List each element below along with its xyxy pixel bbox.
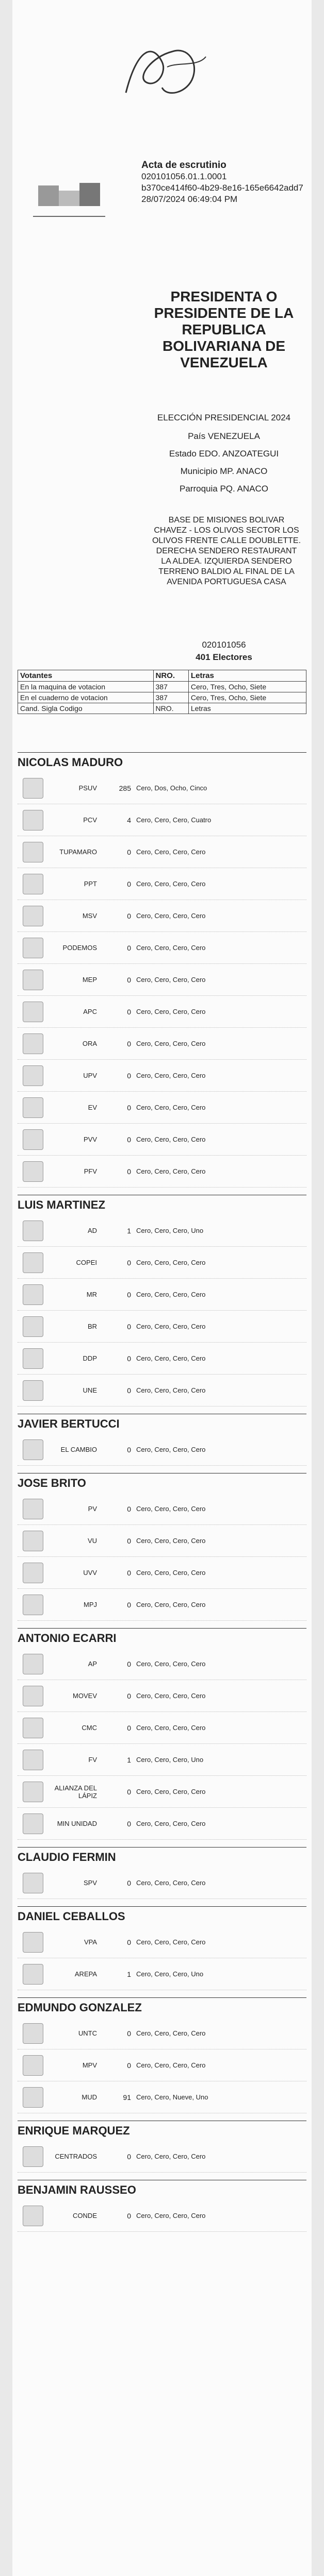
party-votes: 0	[127, 911, 131, 920]
party-votes: 0	[127, 1103, 131, 1112]
party-votes: 0	[127, 1938, 131, 1946]
party-votes: 0	[127, 1691, 131, 1700]
party-logo-icon	[23, 1065, 43, 1086]
party-row	[18, 2049, 306, 2081]
page-title: PRESIDENTA O PRESIDENTE DE LA REPUBLICA BOLIVARIANA DE VENEZUELA	[154, 289, 294, 370]
party-logo-icon	[23, 1033, 43, 1054]
acta-datetime: 28/07/2024 06:49:04 PM	[141, 194, 238, 204]
party-letras: Cero, Cero, Cero, Cero	[136, 1601, 206, 1608]
party-sigla: MR	[86, 1291, 97, 1298]
party-sigla: ALIANZA DEL LÁPIZ	[54, 1784, 97, 1800]
party-sigla: FV	[88, 1756, 97, 1764]
party-letras: Cero, Cero, Cero, Cero	[136, 1259, 206, 1266]
party-votes: 4	[127, 816, 131, 824]
party-letras: Cero, Cero, Cero, Uno	[136, 1756, 204, 1764]
party-letras: Cero, Dos, Ocho, Cinco	[136, 784, 207, 792]
party-sigla: UPV	[83, 1072, 97, 1079]
location-block	[141, 428, 306, 498]
party-votes: 1	[127, 1970, 131, 1978]
party-sigla: PSUV	[78, 784, 97, 792]
party-votes: 0	[127, 1290, 131, 1299]
party-votes: 0	[127, 1354, 131, 1363]
party-letras: Cero, Cero, Cero, Cero	[136, 1537, 206, 1545]
party-logo-icon	[23, 906, 43, 926]
party-letras: Cero, Cero, Cero, Cero	[136, 1879, 206, 1887]
municipality: Municipio MP. ANACO	[180, 466, 268, 476]
party-row	[18, 1279, 306, 1311]
party-logo-icon	[23, 1161, 43, 1182]
party-logo-icon	[23, 1782, 43, 1802]
party-row	[18, 1648, 306, 1680]
party-row	[18, 1092, 306, 1124]
party-votes: 0	[127, 1071, 131, 1080]
party-votes: 0	[127, 1386, 131, 1395]
summary-row-nro: 387	[153, 682, 188, 692]
acta-number: 020101056.01.1.0001	[141, 172, 227, 181]
party-logo-icon	[23, 1932, 43, 1953]
party-letras: Cero, Cero, Cero, Cero	[136, 1788, 206, 1795]
party-votes: 0	[127, 975, 131, 984]
party-sigla: TUPAMARO	[59, 848, 97, 856]
party-logo-icon	[23, 842, 43, 862]
party-votes: 0	[127, 2029, 131, 2038]
party-votes: 0	[127, 1007, 131, 1016]
party-letras: Cero, Cero, Cero, Cero	[136, 880, 206, 888]
party-logo-icon	[23, 778, 43, 799]
party-row	[18, 1124, 306, 1156]
party-logo-icon	[23, 2087, 43, 2108]
party-letras: Cero, Cero, Cero, Cero	[136, 1386, 206, 1394]
party-votes: 0	[127, 1600, 131, 1609]
parish: Parroquia PQ. ANACO	[180, 484, 268, 494]
party-logo-icon	[23, 1097, 43, 1118]
party-votes: 0	[127, 1536, 131, 1545]
party-logo-icon	[23, 810, 43, 831]
electors-count: 401 Electores	[196, 652, 252, 662]
party-row	[18, 1680, 306, 1712]
party-row	[18, 2200, 306, 2232]
party-sigla: BR	[87, 1323, 97, 1330]
party-logo-icon	[23, 938, 43, 958]
party-row	[18, 1867, 306, 1899]
party-votes: 1	[127, 1755, 131, 1764]
top-signature-image	[116, 31, 214, 113]
party-row	[18, 2141, 306, 2173]
party-sigla: PV	[88, 1505, 97, 1513]
party-row	[18, 1343, 306, 1375]
candidate-name: JOSE BRITO	[18, 1473, 306, 1490]
party-row	[18, 772, 306, 804]
candidate-block	[18, 2180, 306, 2232]
party-votes: 0	[127, 1787, 131, 1796]
party-sigla: SPV	[83, 1879, 97, 1887]
party-logo-icon	[23, 1221, 43, 1241]
party-sigla: MSV	[82, 912, 97, 920]
party-letras: Cero, Cero, Cero, Cero	[136, 848, 206, 856]
state: Estado EDO. ANZOATEGUI	[169, 449, 279, 459]
party-letras: Cero, Cero, Cero, Cero	[136, 1008, 206, 1015]
party-logo-icon	[23, 1964, 43, 1985]
party-row	[18, 900, 306, 932]
party-row	[18, 1156, 306, 1188]
party-votes: 0	[127, 848, 131, 856]
party-logo-icon	[23, 1686, 43, 1706]
party-row	[18, 1589, 306, 1621]
party-sigla: VU	[87, 1537, 97, 1545]
party-votes: 0	[127, 1659, 131, 1668]
party-logo-icon	[23, 1531, 43, 1551]
party-logo-icon	[23, 2055, 43, 2076]
party-logo-icon	[23, 2023, 43, 2044]
party-letras: Cero, Cero, Cero, Cero	[136, 1446, 206, 1453]
party-row	[18, 1712, 306, 1744]
party-votes: 0	[127, 2152, 131, 2161]
party-logo-icon	[23, 1750, 43, 1770]
party-sigla: MPJ	[84, 1601, 97, 1608]
candidate-name: JAVIER BERTUCCI	[18, 1414, 306, 1431]
party-votes: 0	[127, 2211, 131, 2220]
party-sigla: COPEI	[76, 1259, 97, 1266]
party-votes: 0	[127, 1322, 131, 1331]
party-logo-icon	[23, 1563, 43, 1583]
candidates-list	[18, 752, 306, 2239]
party-sigla: MPV	[82, 2061, 97, 2069]
summary-header-nro: NRO.	[153, 670, 188, 682]
party-letras: Cero, Cero, Cero, Uno	[136, 1227, 204, 1234]
party-letras: Cero, Cero, Cero, Cero	[136, 1167, 206, 1175]
party-row	[18, 1776, 306, 1808]
candidate-block	[18, 1847, 306, 1899]
party-logo-icon	[23, 1873, 43, 1893]
acta-label: Acta de escrutinio	[141, 160, 226, 171]
summary-row-label: En la maquina de votacion	[18, 682, 154, 692]
party-logo-icon	[23, 970, 43, 990]
party-letras: Cero, Cero, Cero, Cero	[136, 1505, 206, 1513]
party-letras: Cero, Cero, Cero, Cero	[136, 1136, 206, 1143]
party-letras: Cero, Cero, Cero, Cero	[136, 2061, 206, 2069]
party-letras: Cero, Cero, Cero, Cero	[136, 1724, 206, 1732]
candidate-name: ANTONIO ECARRI	[18, 1628, 306, 1645]
party-votes: 0	[127, 1445, 131, 1454]
party-votes: 0	[127, 879, 131, 888]
party-votes: 285	[119, 784, 131, 792]
party-logo-icon	[23, 1499, 43, 1519]
party-logo-icon	[23, 874, 43, 894]
sub-sigla: Sigla	[41, 704, 58, 713]
party-letras: Cero, Cero, Cero, Cero	[136, 1072, 206, 1079]
summary-row-letras: Cero, Tres, Ocho, Siete	[188, 682, 306, 692]
party-sigla: CENTRADOS	[55, 2153, 97, 2160]
candidate-block	[18, 1997, 306, 2113]
party-votes: 0	[127, 1568, 131, 1577]
center-code: 020101056	[202, 640, 246, 650]
party-row	[18, 1926, 306, 1958]
party-logo-icon	[23, 1814, 43, 1834]
party-logo-icon	[23, 1380, 43, 1401]
party-sigla: UNE	[83, 1386, 97, 1394]
party-logo-icon	[23, 1654, 43, 1674]
party-sigla: CMC	[82, 1724, 97, 1732]
election-name: ELECCIÓN PRESIDENCIAL 2024	[157, 413, 291, 422]
party-letras: Cero, Cero, Cero, Cero	[136, 2212, 206, 2219]
party-row	[18, 804, 306, 836]
party-letras: Cero, Cero, Cero, Cero	[136, 1323, 206, 1330]
party-row	[18, 2018, 306, 2049]
party-letras: Cero, Cero, Cero, Cero	[136, 2153, 206, 2160]
party-sigla: DDP	[83, 1354, 97, 1362]
party-row	[18, 1557, 306, 1589]
party-sigla: EL CAMBIO	[60, 1446, 97, 1453]
party-row	[18, 1525, 306, 1557]
party-letras: Cero, Cero, Cero, Cero	[136, 2029, 206, 2037]
party-logo-icon	[23, 1439, 43, 1460]
party-votes: 0	[127, 943, 131, 952]
party-sigla: MIN UNIDAD	[57, 1820, 97, 1827]
party-sigla: AP	[88, 1660, 97, 1668]
party-logo-icon	[23, 2206, 43, 2226]
party-row	[18, 1744, 306, 1776]
party-row	[18, 2081, 306, 2113]
party-letras: Cero, Cero, Cero, Cero	[136, 1660, 206, 1668]
candidate-block	[18, 752, 306, 1188]
party-letras: Cero, Cero, Cero, Cero	[136, 1104, 206, 1111]
codes-block	[141, 639, 306, 664]
summary-row-letras: Cero, Tres, Ocho, Siete	[188, 692, 306, 703]
candidate-name: EDMUNDO GONZALEZ	[18, 1997, 306, 2014]
party-sigla: PVV	[83, 1136, 97, 1143]
party-sigla: AREPA	[74, 1970, 97, 1978]
party-row	[18, 964, 306, 996]
candidate-name: ENRIQUE MARQUEZ	[18, 2121, 306, 2138]
party-letras: Cero, Cero, Cero, Cero	[136, 1354, 206, 1362]
cne-logo	[28, 175, 110, 232]
party-sigla: UNTC	[78, 2029, 97, 2037]
sub-letras: Letras	[188, 703, 306, 714]
party-row	[18, 1247, 306, 1279]
candidate-name: BENJAMIN RAUSSEO	[18, 2180, 306, 2197]
summary-row-nro: 387	[153, 692, 188, 703]
acta-block	[141, 160, 306, 205]
party-votes: 0	[127, 1167, 131, 1176]
table-row	[18, 682, 306, 692]
candidate-name: NICOLAS MADURO	[18, 752, 306, 769]
party-votes: 0	[127, 1819, 131, 1828]
party-row	[18, 836, 306, 868]
summary-row-label: En el cuaderno de votacion	[18, 692, 154, 703]
party-votes: 0	[127, 1258, 131, 1267]
party-letras: Cero, Cero, Nueve, Uno	[136, 2093, 208, 2101]
party-logo-icon	[23, 1129, 43, 1150]
party-sigla: PPT	[84, 880, 97, 888]
sub-codigo: Codigo	[59, 704, 83, 713]
party-letras: Cero, Cero, Cero, Cero	[136, 976, 206, 984]
country: País VENEZUELA	[188, 431, 260, 441]
candidate-block	[18, 1195, 306, 1406]
party-letras: Cero, Cero, Cero, Cero	[136, 944, 206, 952]
party-logo-icon	[23, 1348, 43, 1369]
candidate-block	[18, 1473, 306, 1621]
party-row	[18, 1958, 306, 1990]
candidate-block	[18, 2121, 306, 2173]
party-row	[18, 1434, 306, 1466]
summary-table	[18, 670, 306, 714]
party-sigla: PFV	[84, 1167, 97, 1175]
party-row	[18, 932, 306, 964]
party-row	[18, 1375, 306, 1406]
party-sigla: PCV	[83, 816, 97, 824]
party-votes: 0	[127, 1878, 131, 1887]
party-letras: Cero, Cero, Cero, Uno	[136, 1970, 204, 1978]
candidate-block	[18, 1906, 306, 1990]
table-subheader	[18, 703, 306, 714]
candidate-name: LUIS MARTINEZ	[18, 1195, 306, 1212]
sub-nro: NRO.	[153, 703, 188, 714]
party-sigla: VPA	[84, 1938, 97, 1946]
acta-receipt	[12, 0, 312, 2576]
party-logo-icon	[23, 1718, 43, 1738]
candidate-block	[18, 1414, 306, 1466]
party-row	[18, 1311, 306, 1343]
party-letras: Cero, Cero, Cero, Cero	[136, 1938, 206, 1946]
party-votes: 0	[127, 1039, 131, 1048]
party-row	[18, 996, 306, 1028]
party-row	[18, 1493, 306, 1525]
party-logo-icon	[23, 1252, 43, 1273]
party-sigla: MEP	[82, 976, 97, 984]
party-votes: 0	[127, 2061, 131, 2070]
party-sigla: APC	[83, 1008, 97, 1015]
voting-center-address: BASE DE MISIONES BOLIVAR CHAVEZ - LOS OLIVOS SECTOR LOS OLIVOS FRENTE CALLE DOUBLETTE. DERECHA SENDERO RESTAURANT LA ALDEA. IZQUIERDA SENDERO TERRENO BALDIO AL FINAL DE LA AVENIDA PORTUGUESA CASA	[152, 516, 301, 586]
summary-header-votantes: Votantes	[18, 670, 154, 682]
party-sigla: MUD	[82, 2093, 97, 2101]
party-row	[18, 1060, 306, 1092]
candidate-block	[18, 1628, 306, 1840]
party-votes: 91	[123, 2093, 131, 2102]
party-row	[18, 868, 306, 900]
summary-header-letras: Letras	[188, 670, 306, 682]
party-letras: Cero, Cero, Cero, Cuatro	[136, 816, 212, 824]
candidate-name: CLAUDIO FERMIN	[18, 1847, 306, 1864]
party-letras: Cero, Cero, Cero, Cero	[136, 1040, 206, 1047]
party-sigla: ORA	[82, 1040, 97, 1047]
party-sigla: CONDE	[73, 2212, 97, 2219]
sub-cand: Cand.	[20, 704, 40, 713]
acta-hash-line: b370ce414f60-4b29-8e16-165e6642add7	[141, 183, 303, 193]
party-sigla: PODEMOS	[62, 944, 97, 952]
party-logo-icon	[23, 1595, 43, 1615]
party-logo-icon	[23, 1316, 43, 1337]
party-sigla: EV	[88, 1104, 97, 1111]
party-votes: 1	[127, 1226, 131, 1235]
party-votes: 0	[127, 1723, 131, 1732]
party-letras: Cero, Cero, Cero, Cero	[136, 912, 206, 920]
party-letras: Cero, Cero, Cero, Cero	[136, 1820, 206, 1827]
party-votes: 0	[127, 1135, 131, 1144]
party-sigla: AD	[87, 1227, 97, 1234]
table-row	[18, 692, 306, 703]
party-letras: Cero, Cero, Cero, Cero	[136, 1692, 206, 1700]
party-sigla: UVV	[83, 1569, 97, 1577]
party-logo-icon	[23, 2146, 43, 2167]
party-letras: Cero, Cero, Cero, Cero	[136, 1569, 206, 1577]
party-row	[18, 1808, 306, 1840]
party-logo-icon	[23, 1002, 43, 1022]
party-row	[18, 1028, 306, 1060]
party-votes: 0	[127, 1504, 131, 1513]
party-logo-icon	[23, 1284, 43, 1305]
party-row	[18, 1215, 306, 1247]
party-letras: Cero, Cero, Cero, Cero	[136, 1291, 206, 1298]
candidate-name: DANIEL CEBALLOS	[18, 1906, 306, 1923]
subheader-cand	[18, 703, 154, 714]
party-sigla: MOVEV	[73, 1692, 97, 1700]
